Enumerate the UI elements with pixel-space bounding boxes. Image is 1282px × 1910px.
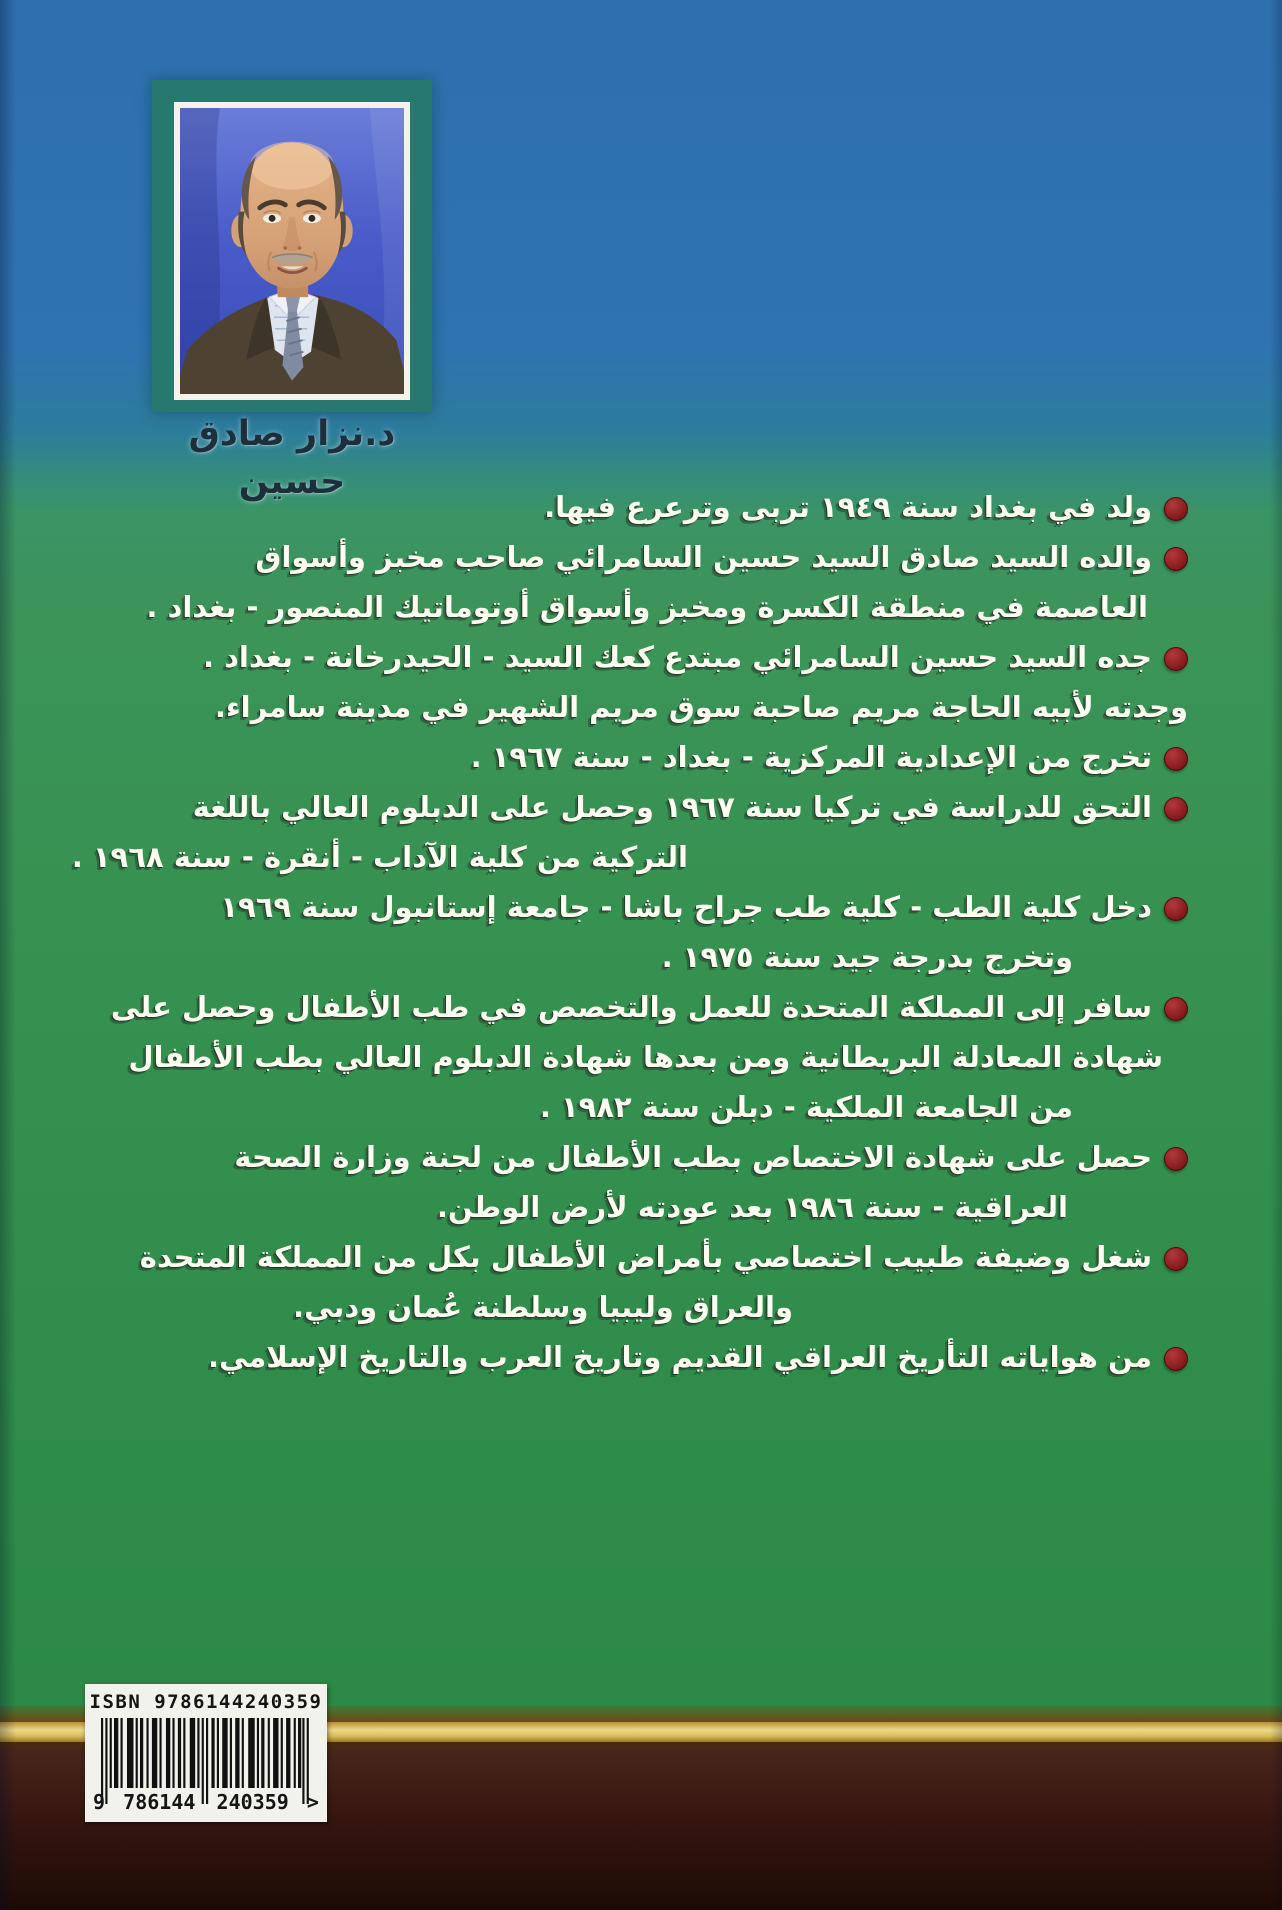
bullet-icon — [1164, 747, 1188, 771]
bullet-icon — [1164, 1147, 1188, 1171]
bullet-icon — [1164, 547, 1188, 571]
bio-line — [140, 1332, 1188, 1382]
bio-line — [140, 1182, 1188, 1232]
bio-line — [140, 782, 1188, 832]
isbn-digit-group2: 240359 — [214, 1790, 292, 1814]
bio-line — [140, 482, 1188, 532]
bio-line-text: وجدته لأبيه الحاجة مريم صاحبة سوق مريم الشهير في مدينة سامراء. — [214, 690, 1188, 724]
bio-line — [140, 1232, 1188, 1282]
bullet-icon — [1164, 1347, 1188, 1371]
author-photo-mat — [152, 80, 432, 412]
bio-line-text: والده السيد صادق السيد حسين السامرائي صاحب مخبز وأسواق — [255, 540, 1152, 574]
bio-line-text: سافر إلى المملكة المتحدة للعمل والتخصص في طب الأطفال وحصل على — [110, 990, 1152, 1024]
bullet-icon — [1164, 797, 1188, 821]
bullet-icon — [1164, 497, 1188, 521]
bio-line-text: حصل على شهادة الاختصاص بطب الأطفال من لجنة وزارة الصحة — [234, 1140, 1152, 1174]
author-photo — [180, 108, 404, 394]
bio-line — [140, 582, 1188, 632]
bio-line — [140, 632, 1188, 682]
bio-line — [140, 882, 1188, 932]
bio-line-text: من هواياته التأريخ العراقي القديم وتاريخ العرب والتاريخ الإسلامي. — [207, 1340, 1152, 1374]
bio-line-text: وتخرج بدرجة جيد سنة ١٩٧٥ . — [661, 940, 1073, 974]
isbn-arrow: > — [306, 1790, 319, 1814]
bullet-icon — [1164, 897, 1188, 921]
isbn-digit-lead: 9 — [93, 1790, 106, 1814]
bio-line — [140, 532, 1188, 582]
bio-line — [140, 932, 1188, 982]
bio-line-text: تخرج من الإعدادية المركزية - بغداد - سنة ١٩٦٧ . — [470, 740, 1152, 774]
isbn-number: ISBN 9786144240359 — [89, 1691, 323, 1713]
bullet-icon — [1164, 647, 1188, 671]
bullet-icon — [1164, 1247, 1188, 1271]
bio-text-block — [71, 482, 1188, 1382]
left-edge-shadow — [0, 0, 16, 1910]
author-photo-frame — [174, 102, 410, 400]
author-name: د.نزار صادق حسين — [188, 414, 396, 502]
bio-line-text: التحق للدراسة في تركيا سنة ١٩٦٧ وحصل على الدبلوم العالي باللغة — [192, 790, 1152, 824]
bio-line-text: التركية من كلية الآداب - أنقرة - سنة ١٩٦٨ . — [71, 840, 688, 874]
bio-line-text: من الجامعة الملكية - دبلن سنة ١٩٨٢ . — [539, 1090, 1073, 1124]
bullet-icon — [1164, 997, 1188, 1021]
bio-line-text: دخل كلية الطب - كلية طب جراح باشا - جامعة إستانبول سنة ١٩٦٩ — [220, 890, 1152, 924]
bio-line-text: ولد في بغداد سنة ١٩٤٩ تربى وترعرع فيها. — [544, 490, 1152, 524]
bio-line-text: شهادة المعادلة البريطانية ومن بعدها شهادة الدبلوم العالي بطب الأطفال — [128, 1040, 1163, 1074]
bio-line — [71, 832, 1188, 882]
bio-line — [140, 732, 1188, 782]
bio-line-text: والعراق وليبيا وسلطنة عُمان ودبي. — [293, 1290, 793, 1324]
bio-line — [140, 1132, 1188, 1182]
isbn-digit-group1: 786144 — [120, 1790, 198, 1814]
bio-line — [140, 1082, 1188, 1132]
bio-line — [140, 682, 1188, 732]
bio-line-text: شغل وضيفة طبيب اختصاصي بأمراض الأطفال بكل من المملكة المتحدة — [139, 1240, 1152, 1274]
bio-line-text: العراقية - سنة ١٩٨٦ بعد عودته لأرض الوطن. — [436, 1190, 1068, 1224]
bio-line — [110, 982, 1188, 1032]
isbn-label — [85, 1684, 327, 1822]
isbn-human-readable — [93, 1790, 319, 1814]
bio-line-text: جده السيد حسين السامرائي مبتدع كعك السيد - الحيدرخانة - بغداد . — [202, 640, 1152, 674]
bio-line — [140, 1282, 1188, 1332]
bio-line-text: العاصمة في منطقة الكسرة ومخبز وأسواق أوتوماتيك المنصور - بغداد . — [146, 590, 1148, 624]
bio-line — [128, 1032, 1188, 1082]
right-edge-shadow — [1270, 0, 1282, 1910]
